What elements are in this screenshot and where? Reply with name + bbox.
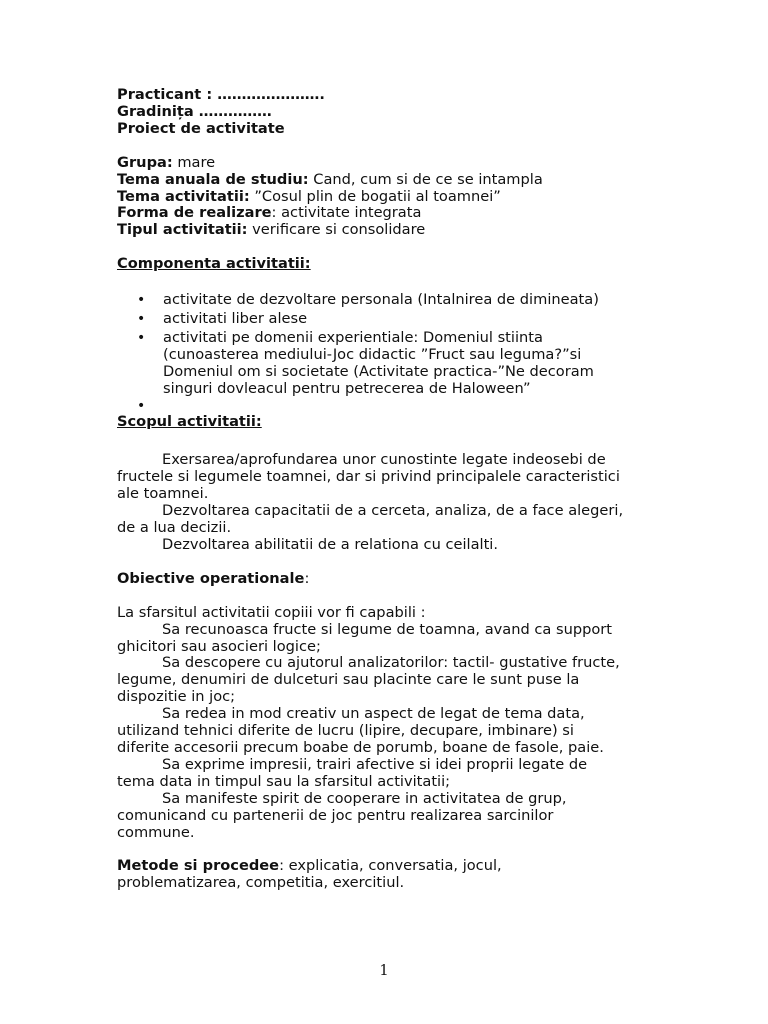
componenta-list-item [117, 311, 657, 328]
bullet-line: • activitati pe domenii experientiale: Domeniul stiinta [117, 330, 657, 347]
document-page [117, 87, 657, 892]
bullet-continuation: singuri dovleacul pentru petrecerea de Haloween” [163, 379, 531, 397]
componenta-list [117, 292, 657, 414]
obiectiv-4: Sa exprime impresii, trairi afective si idei proprii legate de tema data in timpul sau la sfarsitul activitatii; [117, 755, 588, 790]
obiectiv-5: Sa manifeste spirit de cooperare in activitatea de grup, comunicand cu partenerii de joc pentru realizarea sarcinilor commune. [117, 789, 567, 841]
obiectiv-1: Sa recunoasca fructe si legume de toamna, avand ca support ghicitori sau asocieri logice; [117, 620, 613, 655]
componenta-list-item [117, 398, 657, 415]
forma-realizare-line: Forma de realizare: activitate integrata [117, 204, 422, 222]
componenta-heading: Componenta activitatii: [117, 255, 311, 273]
scopul-paragraph-3: Dezvoltarea abilitatii de a relationa cu ceilalti. [162, 535, 498, 553]
obiectiv-3: Sa redea in mod creativ un aspect de legat de tema data, utilizand tehnici diferite de lucru (lipire, decupare, imbinare) si diferite accesorii precum boabe de porumb, boane de fasole, paie. [117, 705, 604, 756]
practicant-line: Practicant : …………………. [117, 86, 325, 103]
obiective-heading: Obiective operationale: [117, 569, 310, 587]
page-number: 1 [379, 962, 389, 979]
scopul-paragraph-2: Dezvoltarea capacitatii de a cerceta, analiza, de a face alegeri, de a lua decizii. [117, 502, 624, 537]
obiective-intro: La sfarsitul activitatii copiii vor fi capabili : [117, 603, 426, 621]
bullet-continuation: Domeniul om si societate (Activitate practica-”Ne decoram [163, 362, 594, 380]
tipul-activitatii-line: Tipul activitatii: verificare si consolidare [117, 221, 426, 239]
tema-anuala-line: Tema anuala de studiu: Cand, cum si de ce se intampla [117, 170, 543, 188]
componenta-list-item [117, 292, 657, 309]
metode-paragraph: Metode si procedee: explicatia, conversatia, jocul, problematizarea, competitia, exercitiul. [117, 857, 502, 892]
proiect-title: Proiect de activitate [117, 119, 285, 137]
bullet-continuation: (cunoasterea mediului-Joc didactic ”Fruct sau leguma?”si [163, 345, 582, 363]
bullet-line [117, 398, 657, 415]
gradinita-line: Gradinița …………… [117, 102, 272, 120]
componenta-list-item [117, 330, 657, 398]
scopul-paragraph-1: Exersarea/aprofundarea unor cunostinte legate indeosebi de fructele si legumele toamnei, dar si privind principalele caracteristici ale toamnei. [117, 451, 620, 503]
obiectiv-2: Sa descopere cu ajutorul analizatorilor: tactil- gustative fructe, legume, denumiri de dulceturi sau placinte care le sunt puse la dispozitie in joc; [117, 654, 620, 706]
bullet-line: • activitate de dezvoltare personala (Intalnirea de dimineata) [117, 292, 657, 309]
grupa-line: Grupa: mare [117, 153, 216, 171]
tema-activitatii-line: Tema activitatii: ”Cosul plin de bogatii al toamnei” [117, 187, 501, 205]
scopul-heading: Scopul activitatii: [117, 413, 262, 431]
bullet-line: • activitati liber alese [117, 311, 657, 328]
